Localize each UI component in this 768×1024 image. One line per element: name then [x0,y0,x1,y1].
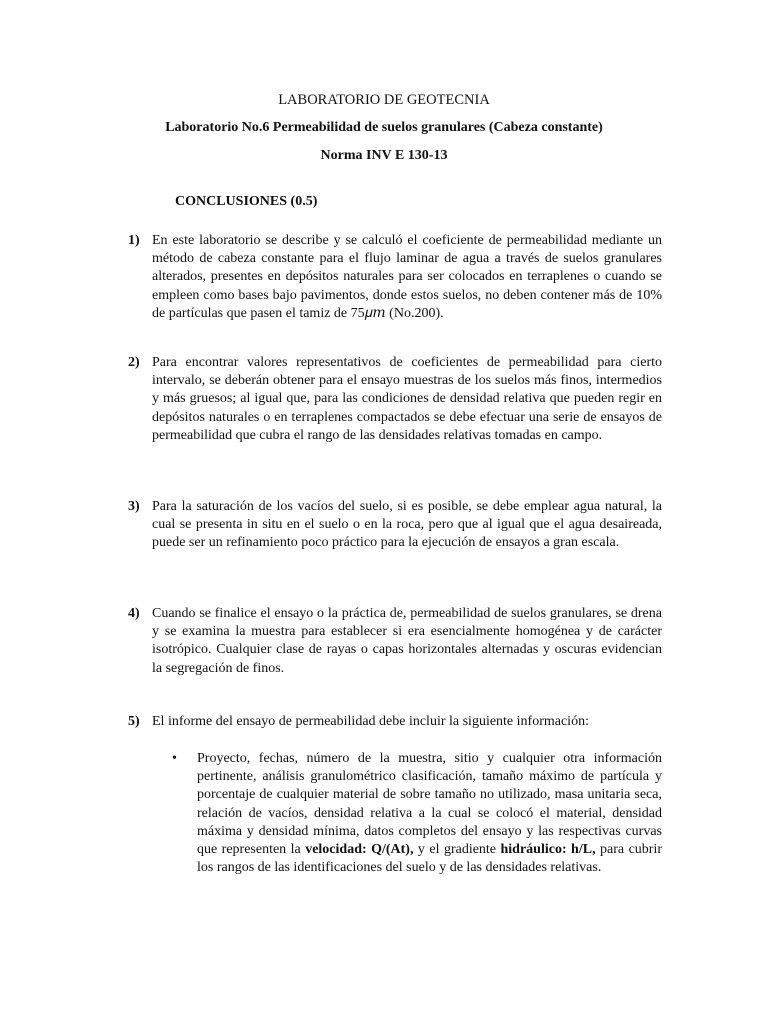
bullet-text [197,750,662,877]
bullet-text-part: Proyecto, fechas, número de la muestra, sitio y cualquier otra información pertinente, análisis granulométrico clasificación, tamaño máximo de partícula y porcentaje de cualquier material de sobre tamaño no utilizado, masa unitaria seca, relación de vacíos, densidad relativa a la cual se colocó el material, densidad máxima y densidad mínima, datos completos del ensayo y las respectivas curvas que representen la [197,751,662,858]
list-item [128,232,662,323]
document-title: LABORATORIO DE GEOTECNIA [278,92,490,108]
bullet-bold-gradient: hidráulico: h/L, [500,842,596,858]
list-item [128,498,662,553]
bullet-text-part: y el gradiente [413,842,501,858]
list-item-text: En este laboratorio se describe y se calculó el coeficiente de permeabilidad mediante un método de cabeza constante para el flujo laminar de agua a través de suelos granulares alterados, presentes en depósitos naturales para ser colocados en terraplenes o cuando se empleen como bases bajo pavimentos, donde estos suelos, no deben contener más de 10% de partículas que pasen el tamiz de 75𝜇𝑚 (No.200). [152,233,662,321]
list-item [128,605,662,678]
list-item [128,354,662,445]
list-item-number: 3) [128,499,140,514]
document-norm: Norma INV E 130-13 [320,148,448,163]
list-item-number: 5) [128,714,140,729]
list-item-text: El informe del ensayo de permeabilidad debe incluir la siguiente información: [152,714,589,729]
document-subtitle: Laboratorio No.6 Permeabilidad de suelos granulares (Cabeza constante) [165,120,603,135]
list-item [128,713,662,731]
list-item-number: 1) [128,233,140,248]
bullet-item [172,750,662,877]
list-item-number: 2) [128,355,140,370]
section-title: CONCLUSIONES (0.5) [175,194,318,209]
list-item-text: Cuando se finalice el ensayo o la práctica de, permeabilidad de suelos granulares, se drena y se examina la muestra para establecer si era esencialmente homogénea y de carácter isotrópico. Cualquier clase de rayas o capas horizontales alternadas y oscuras evidencian la segregación de finos. [152,606,662,676]
list-item-text: Para encontrar valores representativos de coeficientes de permeabilidad para cierto intervalo, se deberán obtener para el ensayo muestras de los suelos más finos, intermedios y más gruesos; al igual que, para las condiciones de densidad relativa que pueden regir en depósitos naturales o en terraplenes compactados se debe efectuar una serie de ensayos de permeabilidad que cubra el rango de las densidades relativas tomadas en campo. [152,355,662,443]
bullet-bold-velocity: velocidad: Q/(At), [305,842,414,858]
bullet-text-part: para cubrir los rangos de las identificaciones del suelo y de las densidades relativas. [197,842,662,876]
list-item-number: 4) [128,606,140,621]
list-item-text: Para la saturación de los vacíos del suelo, si es posible, se debe emplear agua natural, la cual se presenta in situ en el suelo o en la roca, pero que al igual que el agua desaireada, puede ser un refinamiento poco práctico para la ejecución de ensayos a gran escala. [152,499,662,551]
bullet-icon: • [172,751,177,766]
